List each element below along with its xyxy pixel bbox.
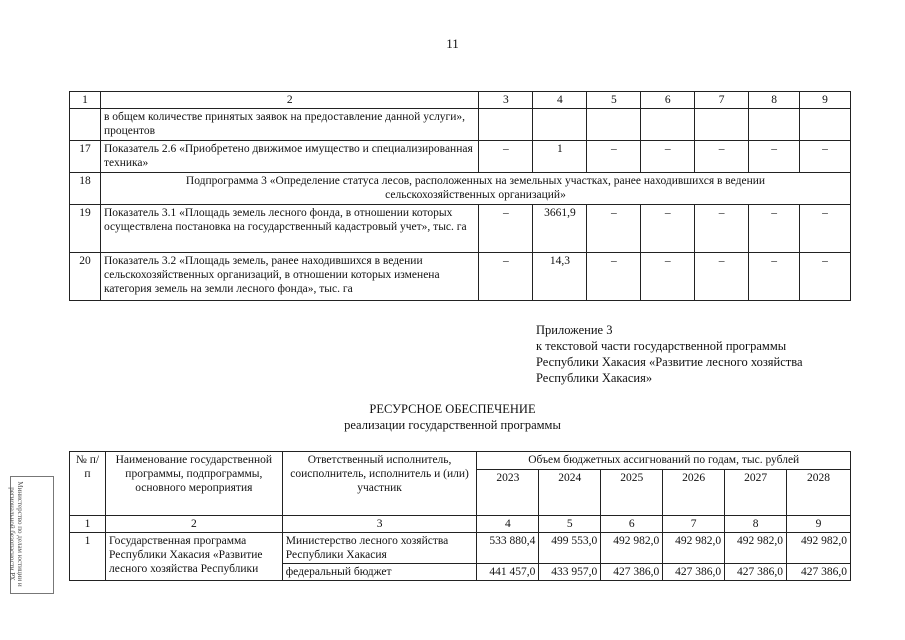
subprogram-row	[70, 173, 851, 205]
value-cell: –	[695, 141, 749, 173]
indicators-table	[69, 91, 851, 301]
stamp-text: Министерство по делам юстиции и региональной безопасности РХ	[8, 481, 24, 587]
col-header-num: № п/п	[70, 452, 106, 516]
value-cell: 499 553,0	[539, 533, 601, 564]
col-header-executor: Ответственный исполнитель, соисполнитель, исполнитель и (или) участник	[282, 452, 477, 516]
row-number: 19	[70, 205, 101, 253]
value-cell: –	[749, 253, 800, 301]
indicator-text: Показатель 2.6 «Приобретено движимое имущество и специализированная техника»	[100, 141, 479, 173]
value-cell: –	[641, 141, 695, 173]
numbering-cell: 5	[539, 516, 601, 533]
numbering-cell: 6	[601, 516, 663, 533]
header-cell: 2	[100, 92, 479, 109]
row-number: 20	[70, 253, 101, 301]
row-number: 1	[70, 533, 106, 581]
resource-table	[69, 451, 851, 581]
numbering-cell: 2	[105, 516, 282, 533]
value-cell: –	[800, 205, 851, 253]
value-cell: –	[479, 141, 533, 173]
value-cell: –	[695, 253, 749, 301]
value-cell: –	[587, 253, 641, 301]
header-cell: 3	[479, 92, 533, 109]
annex-line: Республики Хакасия «Развитие лесного хозяйства	[536, 355, 803, 369]
annex-line: Приложение 3	[536, 323, 613, 337]
value-cell: 427 386,0	[787, 564, 851, 581]
section-subtitle: реализации государственной программы	[344, 418, 561, 432]
value-cell: 14,3	[533, 253, 587, 301]
page-number: 11	[446, 36, 459, 51]
value-cell: –	[695, 205, 749, 253]
table-row	[70, 109, 851, 141]
value-cell: –	[587, 205, 641, 253]
section-title: РЕСУРСНОЕ ОБЕСПЕЧЕНИЕ	[369, 402, 536, 416]
annex-note	[536, 322, 803, 386]
table-row	[70, 253, 851, 301]
value-cell: 427 386,0	[725, 564, 787, 581]
value-cell: –	[641, 205, 695, 253]
header-row	[70, 92, 851, 109]
value-cell: –	[479, 253, 533, 301]
value-cell: 427 386,0	[663, 564, 725, 581]
year-cell: 2027	[725, 470, 787, 516]
value-cell: 492 982,0	[725, 533, 787, 564]
numbering-cell: 9	[787, 516, 851, 533]
value-cell: 492 982,0	[601, 533, 663, 564]
value-cell: 3661,9	[533, 205, 587, 253]
section-heading	[0, 401, 905, 433]
table-row	[70, 205, 851, 253]
value-cell: –	[749, 141, 800, 173]
year-cell: 2028	[787, 470, 851, 516]
col-header-name: Наименование государственной программы, подпрограммы, основного мероприятия	[105, 452, 282, 516]
value-cell: 427 386,0	[601, 564, 663, 581]
year-cell: 2023	[477, 470, 539, 516]
header-cell: 7	[695, 92, 749, 109]
value-cell: 441 457,0	[477, 564, 539, 581]
value-cell: –	[800, 253, 851, 301]
numbering-cell: 7	[663, 516, 725, 533]
header-cell: 9	[800, 92, 851, 109]
annex-line: Республики Хакасия»	[536, 371, 653, 385]
header-cell: 4	[533, 92, 587, 109]
header-cell: 8	[749, 92, 800, 109]
header-cell: 1	[70, 92, 101, 109]
header-row	[70, 452, 851, 470]
annex-line: к текстовой части государственной программы	[536, 339, 787, 353]
table-row	[70, 141, 851, 173]
value-cell: 492 982,0	[787, 533, 851, 564]
row-number: 18	[70, 173, 101, 205]
numbering-cell: 3	[282, 516, 477, 533]
executor-cell: федеральный бюджет	[282, 564, 477, 581]
numbering-cell: 8	[725, 516, 787, 533]
value-cell: –	[800, 141, 851, 173]
year-cell: 2026	[663, 470, 725, 516]
col-header-budget: Объем бюджетных ассигнований по годам, тыс. рублей	[477, 452, 851, 470]
value-cell: 1	[533, 141, 587, 173]
value-cell: –	[587, 141, 641, 173]
row-number: 17	[70, 141, 101, 173]
value-cell: 433 957,0	[539, 564, 601, 581]
header-cell: 6	[641, 92, 695, 109]
indicator-text: Показатель 3.1 «Площадь земель лесного фонда, в отношении которых осуществлена постановка на государственный кадастровый учет», тыс. га	[100, 205, 479, 253]
indicator-text: в общем количестве принятых заявок на предоставление данной услуги», процентов	[100, 109, 479, 141]
value-cell: 492 982,0	[663, 533, 725, 564]
value-cell: 533 880,4	[477, 533, 539, 564]
numbering-row	[70, 516, 851, 533]
program-name: Государственная программа Республики Хакасия «Развитие лесного хозяйства Республики	[105, 533, 282, 581]
subprogram-title: Подпрограмма 3 «Определение статуса лесов, расположенных на земельных участках, ранее находившихся в ведении сельскохозяйственных организаций»	[100, 173, 850, 205]
value-cell: –	[641, 253, 695, 301]
numbering-cell: 4	[477, 516, 539, 533]
table-row	[70, 533, 851, 564]
header-cell: 5	[587, 92, 641, 109]
year-cell: 2025	[601, 470, 663, 516]
value-cell: –	[479, 205, 533, 253]
value-cell: –	[749, 205, 800, 253]
indicator-text: Показатель 3.2 «Площадь земель, ранее находившихся в ведении сельскохозяйственных организаций, в отношении которых изменена категория земель на земли лесного фонда», тыс. га	[100, 253, 479, 301]
numbering-cell: 1	[70, 516, 106, 533]
executor-cell: Министерство лесного хозяйства Республики Хакасия	[282, 533, 477, 564]
year-cell: 2024	[539, 470, 601, 516]
